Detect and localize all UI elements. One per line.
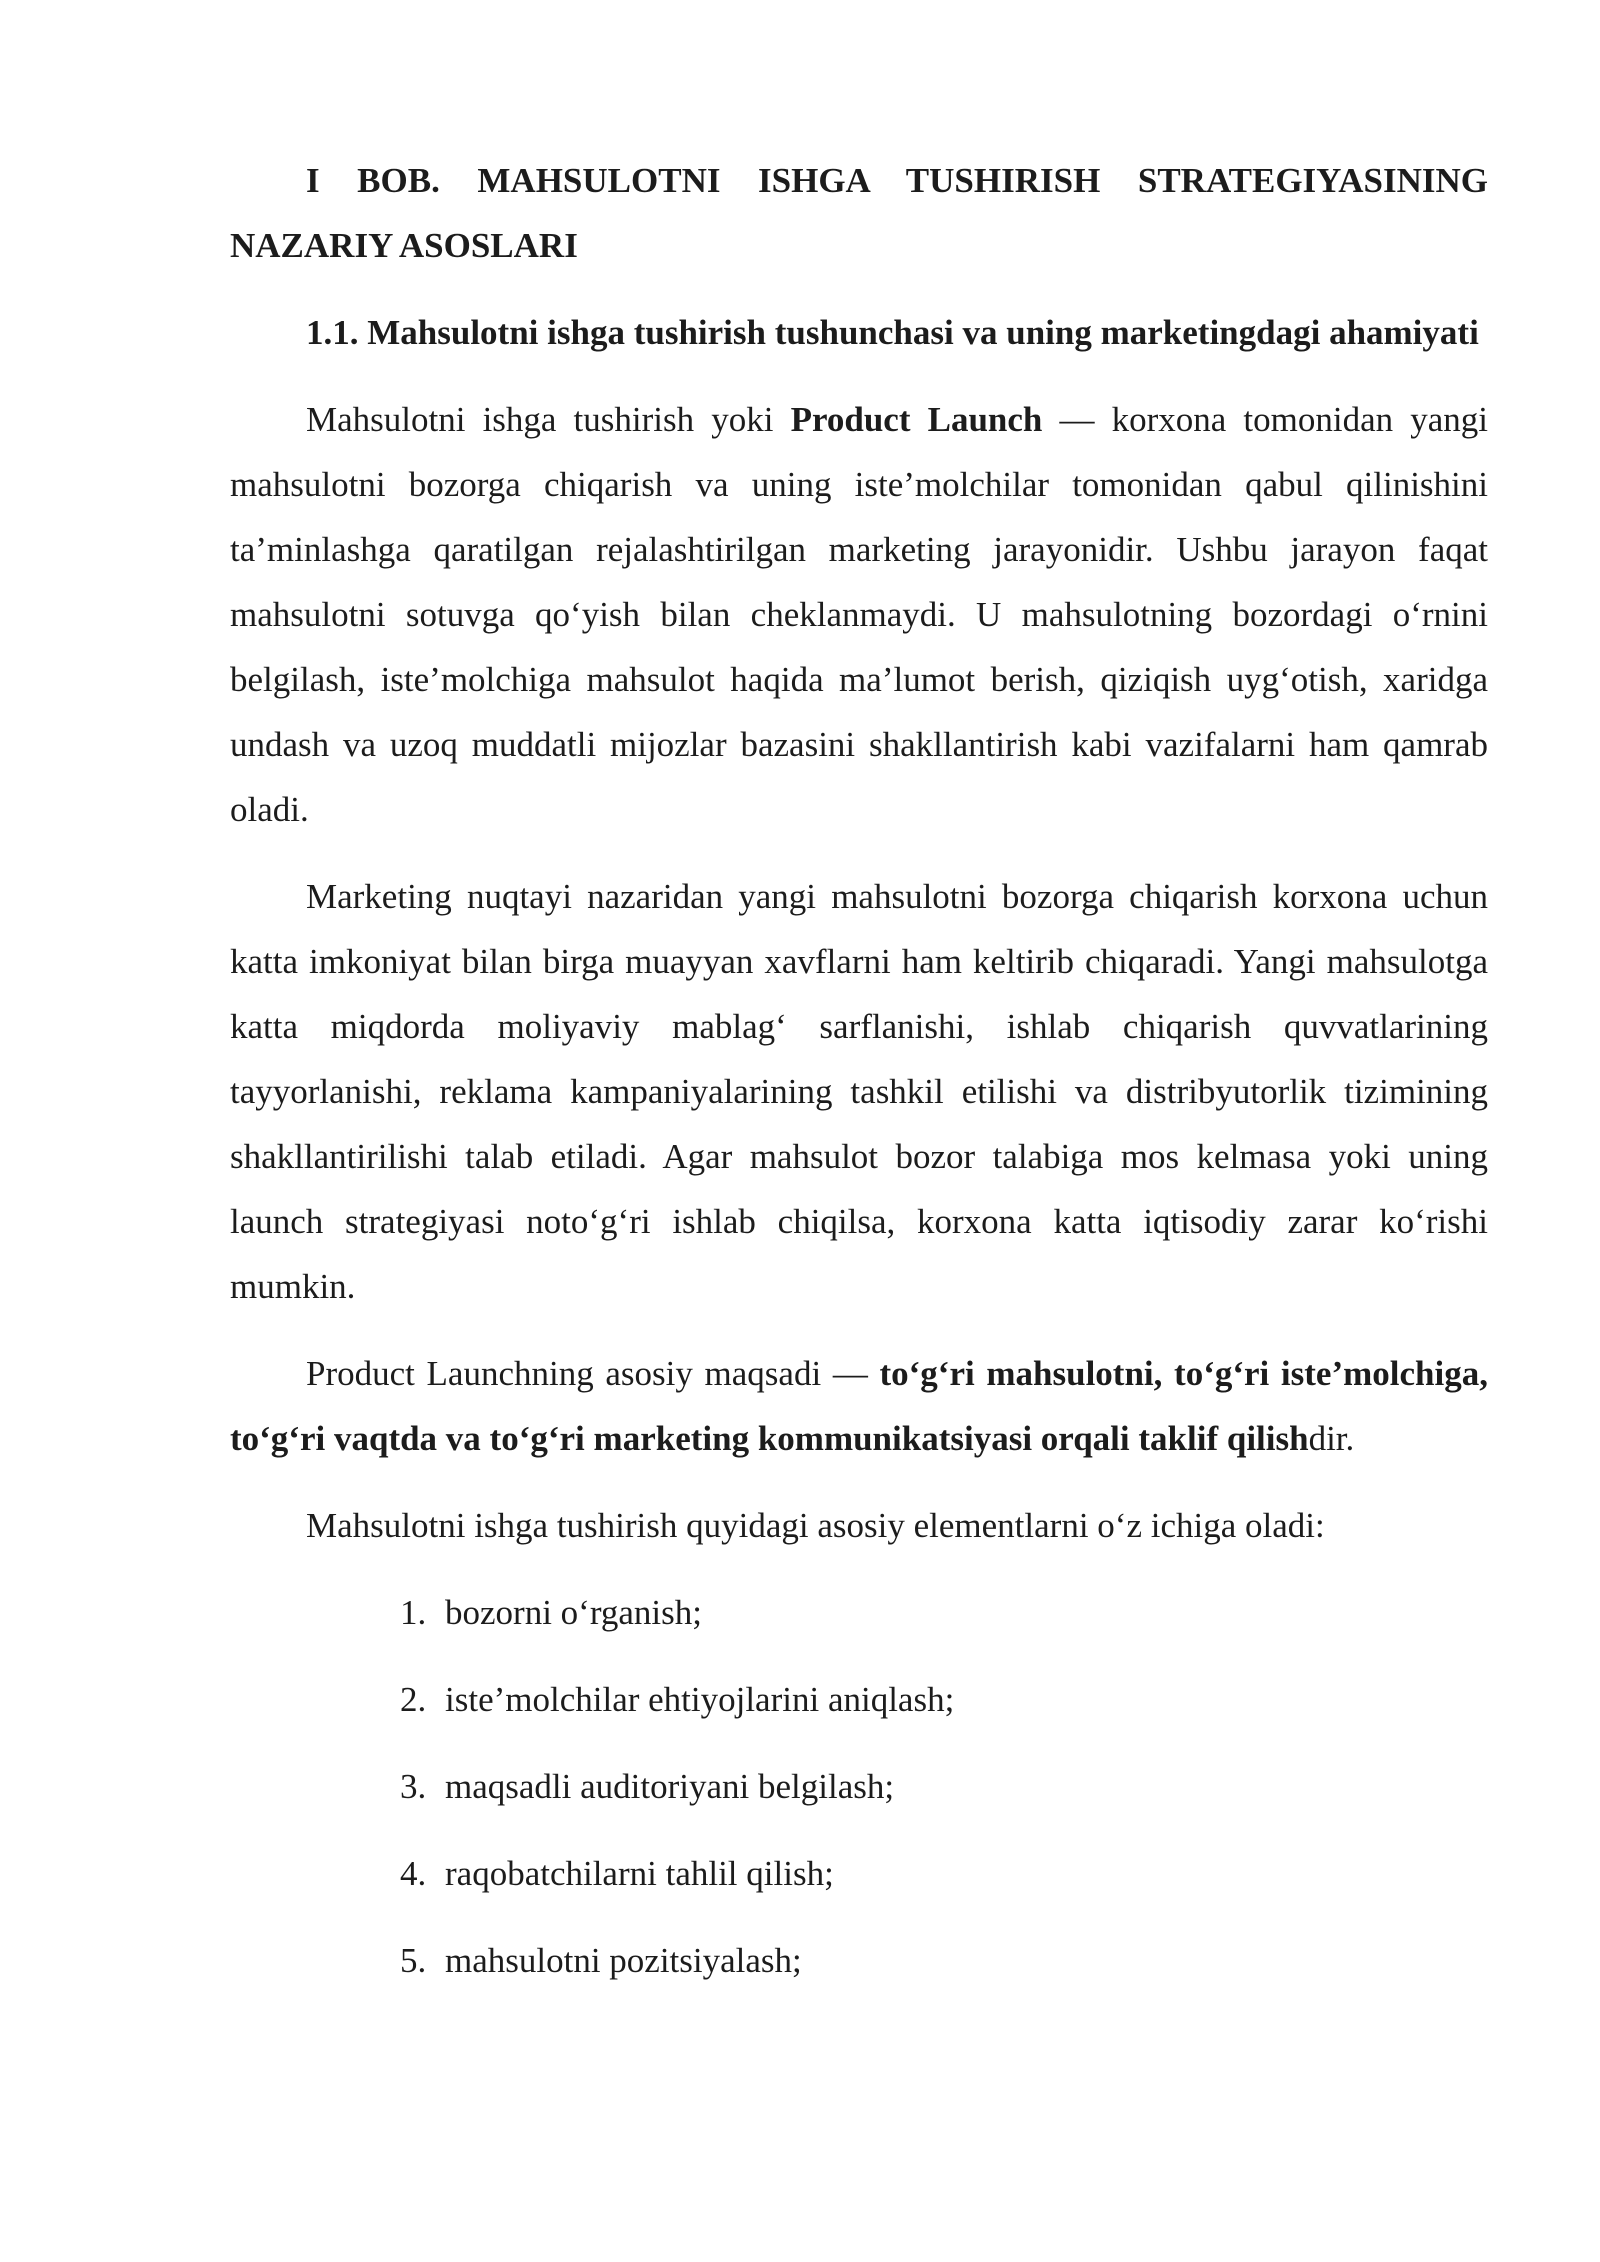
chapter-title: I BOB. MAHSULOTNI ISHGA TUSHIRISH STRATEGIYASINING NAZARIY ASOSLARI [230, 161, 1488, 265]
list-item-text: mahsulotni pozitsiyalash; [445, 1941, 802, 1980]
paragraph-1-bold: Product Launch [790, 400, 1043, 439]
paragraph-2: Marketing nuqtayi nazaridan yangi mahsulotni bozorga chiqarish korxona uchun katta imkoniyat bilan birga muayyan xavflarni ham keltirib chiqaradi. Yangi mahsulotga katta miqdorda moliyaviy mablag‘ sarflanishi, ishlab chiqarish quvvatlarining tayyorlanishi, reklama kampaniyalarining tashkil etilishi va distribyutorlik tizimining shakllantirilishi talab etiladi. Agar mahsulot bozor talabiga mos kelmasa yoki uning launch strategiyasi noto‘g‘ri ishlab chiqilsa, korxona katta iqtisodiy zarar ko‘rishi mumkin. [230, 877, 1488, 1306]
paragraph-1 [230, 387, 1488, 842]
list-item-text: raqobatchilarni tahlil qilish; [445, 1854, 834, 1893]
paragraph-1-text-a: Mahsulotni ishga tushirish yoki [306, 400, 791, 439]
list-item-text: iste’molchilar ehtiyojlarini aniqlash; [445, 1680, 955, 1719]
list-item [230, 1667, 1488, 1732]
paragraph-3 [230, 1341, 1488, 1471]
section-title: 1.1. Mahsulotni ishga tushirish tushunchasi va uning marketingdagi ahamiyati [306, 313, 1479, 352]
list-item [230, 1928, 1488, 1993]
list-item-number: 2. [400, 1680, 427, 1719]
list-item-number: 1. [400, 1593, 427, 1632]
paragraph-3-bold: to‘g‘ri mahsulotni, to‘g‘ri iste’molchiga, to‘g‘ri vaqtda va to‘g‘ri marketing kommunikatsiyasi orqali taklif qilish [230, 1354, 1488, 1458]
list-item-number: 4. [400, 1854, 427, 1893]
list-item-number: 3. [400, 1767, 427, 1806]
document-page [230, 148, 1488, 2015]
list-item [230, 1841, 1488, 1906]
paragraph-3-text-b: dir. [1308, 1419, 1355, 1458]
paragraph-3-text-a: Product Launchning asosiy maqsadi — [306, 1354, 880, 1393]
list-item-number: 5. [400, 1941, 427, 1980]
list-item [230, 1754, 1488, 1819]
list-item-text: bozorni o‘rganish; [445, 1593, 702, 1632]
paragraph-4: Mahsulotni ishga tushirish quyidagi asosiy elementlarni o‘z ichiga oladi: [306, 1506, 1325, 1545]
element-list [230, 1580, 1488, 1993]
paragraph-1-text-b: — korxona tomonidan yangi mahsulotni bozorga chiqarish va uning iste’molchilar tomonidan qabul qilinishini ta’minlashga qaratilgan rejalashtirilgan marketing jarayonidir. Ushbu jarayon faqat mahsulotni sotuvga qo‘yish bilan cheklanmaydi. U mahsulotning bozordagi o‘rnini belgilash, iste’molchiga mahsulot haqida ma’lumot berish, qiziqish uyg‘otish, xaridga undash va uzoq muddatli mijozlar bazasini shakllantirish kabi vazifalarni ham qamrab oladi. [230, 400, 1489, 829]
list-item-text: maqsadli auditoriyani belgilash; [445, 1767, 895, 1806]
list-item [230, 1580, 1488, 1645]
